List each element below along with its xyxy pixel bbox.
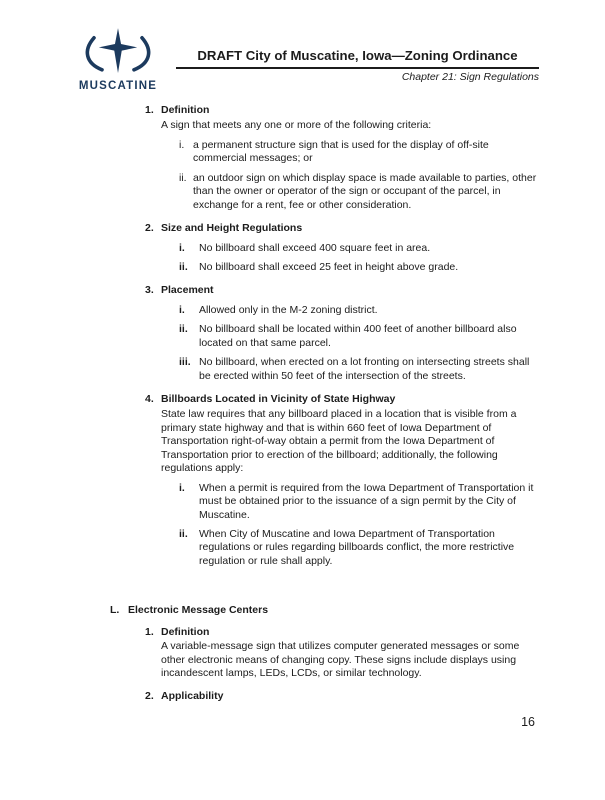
list-item — [179, 482, 539, 522]
list-item — [179, 528, 539, 568]
list-item-text: No billboard shall exceed 25 feet in height above grade. — [199, 260, 459, 273]
list-item-marker: ii. — [179, 527, 188, 540]
list-item-marker: ii. — [179, 171, 187, 184]
page-number: 16 — [521, 715, 535, 729]
list-item-marker: ii. — [179, 323, 188, 336]
list-item-text: an outdoor sign on which display space is made available to parties, other than the owner or operator of the sign or occupant of the parcel, in exchange for a rent, fee or other consideration. — [193, 171, 537, 211]
subsection-definition — [145, 626, 539, 681]
section-number: 4. — [145, 393, 154, 405]
section-heading-row — [145, 393, 539, 406]
section-heading-row — [145, 222, 539, 235]
document-title: DRAFT City of Muscatine, Iowa—Zoning Ordinance — [176, 48, 539, 69]
list-item — [179, 304, 539, 317]
section-number: 3. — [145, 284, 154, 297]
section-intro: State law requires that any billboard placed in a location that is visible from a primary state highway and that is within 660 feet of Iowa Department of Transportation right-of-way obtain a permit from the Iowa Department of Transportation prior to erection of the billboard; additionally, the following regulations apply: — [161, 408, 517, 475]
section-definition — [145, 104, 539, 212]
list-item — [179, 139, 539, 166]
document-body — [0, 104, 539, 714]
main-sections — [145, 104, 539, 568]
subsection-applicability — [145, 690, 539, 703]
chapter-subtitle: Chapter 21: Sign Regulations — [401, 70, 539, 83]
list-item — [179, 242, 539, 255]
section-number: 1. — [145, 104, 154, 116]
list-item-marker: i. — [179, 241, 185, 254]
section-heading: Size and Height Regulations — [161, 222, 303, 235]
section-heading: Billboards Located in Vicinity of State Highway — [161, 393, 396, 405]
section-placement — [145, 284, 539, 383]
section-heading: Definition — [161, 104, 210, 116]
subsections — [145, 626, 539, 704]
compass-star-icon — [78, 28, 158, 78]
list-item-text: No billboard shall be located within 400 feet of another billboard also located on that same parcel. — [199, 323, 517, 349]
section-letter: L. — [110, 604, 120, 617]
list-item — [179, 323, 539, 350]
page-header — [176, 48, 539, 84]
section-heading: Placement — [161, 284, 214, 297]
subsection-text: A variable-message sign that utilizes computer generated messages or some other electronic means of changing copy. These signs include displays using incandescent lamps, LEDs, LCDs, or similar technology. — [161, 640, 520, 679]
subsection-number: 2. — [145, 690, 154, 703]
list-item-text: When City of Muscatine and Iowa Department of Transportation regulations or rules regarding billboards conflict, the more restrictive regulation or rule shall apply. — [199, 527, 515, 567]
muscatine-logo — [66, 28, 170, 94]
section-number: 2. — [145, 222, 154, 235]
subsection-heading: Definition — [161, 625, 210, 638]
section-intro: A sign that meets any one or more of the following criteria: — [161, 119, 432, 132]
section-heading-row — [145, 284, 539, 297]
list-item — [179, 261, 539, 274]
logo-text: MUSCATINE — [78, 80, 158, 92]
list-item-text: No billboard, when erected on a lot fronting on intersecting streets shall be erected within 50 feet of the intersection of the streets. — [199, 356, 530, 382]
section-electronic-message-centers — [110, 604, 539, 704]
section-heading-row — [145, 104, 539, 117]
list-item-marker: i. — [179, 138, 185, 151]
list-item-marker: iii. — [179, 356, 191, 369]
list-item-text: a permanent structure sign that is used for the display of off-site commercial messages; or — [193, 138, 489, 165]
list-item — [179, 172, 539, 212]
section-heading: Electronic Message Centers — [128, 604, 269, 617]
subsection-number: 1. — [145, 625, 154, 638]
list-item-marker: ii. — [179, 260, 188, 273]
list-item-text: Allowed only in the M-2 zoning district. — [199, 303, 378, 316]
section-size-height — [145, 222, 539, 274]
list-item — [179, 356, 539, 383]
section-state-highway — [145, 393, 539, 568]
subsection-heading-row — [145, 690, 539, 703]
subsection-heading: Applicability — [161, 690, 224, 703]
list-item-marker: i. — [179, 303, 185, 316]
list-item-text: No billboard shall exceed 400 square feet in area. — [199, 241, 431, 254]
list-item-marker: i. — [179, 481, 185, 494]
section-heading-row — [110, 604, 539, 617]
list-item-text: When a permit is required from the Iowa Department of Transportation it must be obtained prior to the issuance of a sign permit by the City of Muscatine. — [199, 481, 534, 521]
subsection-heading-row — [145, 626, 539, 639]
